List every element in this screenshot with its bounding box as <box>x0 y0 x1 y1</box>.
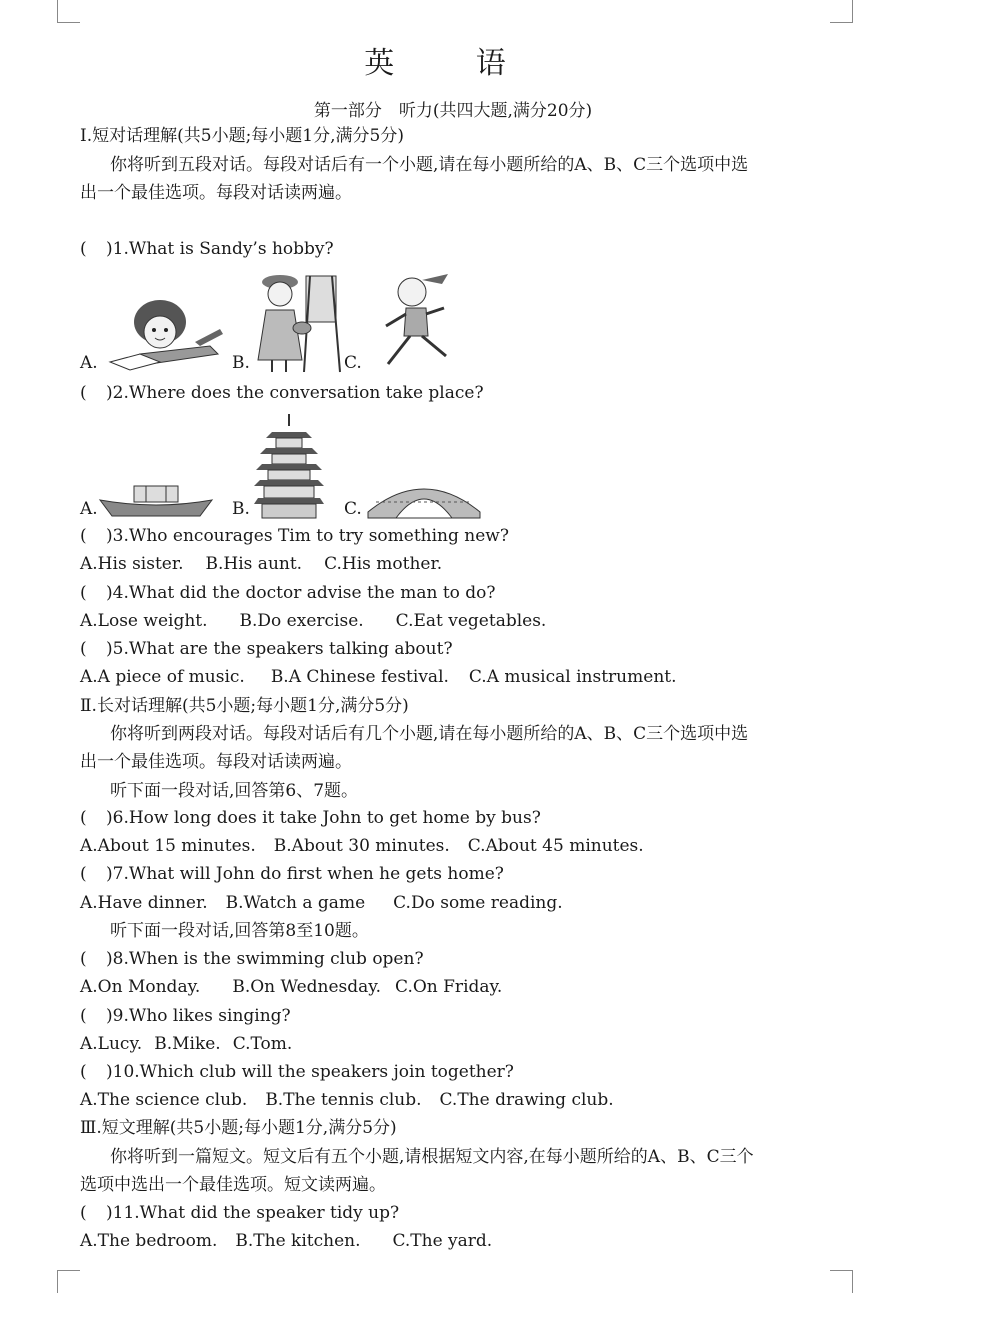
question-4 <box>80 581 496 605</box>
q9-option-c[interactable]: C.Tom. <box>232 1034 293 1054</box>
section-3-heading: Ⅲ.短文理解(共5小题;每小题1分,满分5分) <box>80 1118 397 1138</box>
q2-option-c-label: C. <box>344 499 362 519</box>
q1-option-b[interactable] <box>232 264 352 374</box>
section-1-instruction-line1: 你将听到五段对话。每段对话后有一个小题,请在每小题所给的A、B、C三个选项中选 <box>110 155 749 175</box>
answer-blank[interactable]: ( <box>80 639 87 659</box>
q5-option-b[interactable]: B.A Chinese festival. <box>270 667 449 687</box>
q11-option-a[interactable]: A.The bedroom. <box>80 1231 218 1251</box>
q10-option-a[interactable]: A.The science club. <box>80 1090 248 1110</box>
question-11-text: )11.What did the speaker tidy up? <box>106 1203 400 1223</box>
question-1-text: )1.What is Sandy’s hobby? <box>106 239 334 259</box>
q5-option-c[interactable]: C.A musical instrument. <box>468 667 677 687</box>
q6-option-a[interactable]: A.About 15 minutes. <box>80 836 256 856</box>
answer-blank[interactable]: ( <box>80 1006 87 1026</box>
section-2-instruction-line2: 出一个最佳选项。每段对话读两遍。 <box>80 752 352 772</box>
q3-option-b[interactable]: B.His aunt. <box>205 554 303 574</box>
crop-mark-top-right <box>830 0 853 23</box>
section-2-subinstruction-1: 听下面一段对话,回答第6、7题。 <box>110 781 359 801</box>
crop-mark-bottom-left <box>57 1270 80 1293</box>
answer-blank[interactable]: ( <box>80 864 87 884</box>
q2-option-a[interactable] <box>80 412 230 520</box>
q8-option-b[interactable]: B.On Wednesday. <box>232 977 382 997</box>
q2-option-c[interactable] <box>344 412 494 520</box>
girl-painting-icon <box>248 268 348 374</box>
question-6-text: )6.How long does it take John to get home by bus? <box>106 808 541 828</box>
answer-blank[interactable]: ( <box>80 1203 87 1223</box>
q10-option-c[interactable]: C.The drawing club. <box>439 1090 614 1110</box>
part-heading: 第一部分 听力(共四大题,满分20分) <box>313 101 593 121</box>
section-3-instruction-line1: 你将听到一篇短文。短文后有五个小题,请根据短文内容,在每小题所给的A、B、C三个 <box>110 1147 754 1167</box>
answer-blank[interactable]: ( <box>80 239 87 259</box>
q11-option-b[interactable]: B.The kitchen. <box>235 1231 361 1251</box>
question-8 <box>80 947 424 971</box>
question-3-text: )3.Who encourages Tim to try something new? <box>106 526 509 546</box>
q6-option-c[interactable]: C.About 45 minutes. <box>467 836 644 856</box>
answer-blank[interactable]: ( <box>80 383 87 403</box>
question-2-text: )2.Where does the conversation take place? <box>106 383 484 403</box>
answer-blank[interactable]: ( <box>80 583 87 603</box>
question-10 <box>80 1060 514 1084</box>
q9-option-b[interactable]: B.Mike. <box>154 1034 221 1054</box>
q10-option-b[interactable]: B.The tennis club. <box>265 1090 422 1110</box>
q8-option-a[interactable]: A.On Monday. <box>80 977 201 997</box>
girl-running-icon <box>366 268 466 374</box>
question-6 <box>80 806 541 830</box>
question-11-options <box>80 1229 514 1253</box>
q1-option-a-label: A. <box>80 353 98 373</box>
question-4-options <box>80 609 568 633</box>
q4-option-b[interactable]: B.Do exercise. <box>239 611 364 631</box>
q3-option-a[interactable]: A.His sister. <box>80 554 184 574</box>
page-title: 英 语 <box>364 46 542 81</box>
q5-option-a[interactable]: A.A piece of music. <box>80 667 245 687</box>
section-1-heading: Ⅰ.短对话理解(共5小题;每小题1分,满分5分) <box>80 126 404 146</box>
q4-option-a[interactable]: A.Lose weight. <box>80 611 208 631</box>
q1-option-a[interactable] <box>80 264 230 374</box>
boat-icon <box>98 480 214 520</box>
question-1-pictures <box>80 264 500 374</box>
section-2-subinstruction-2: 听下面一段对话,回答第8至10题。 <box>110 921 369 941</box>
question-10-options <box>80 1088 636 1112</box>
question-3-options <box>80 552 464 576</box>
question-4-text: )4.What did the doctor advise the man to do? <box>106 583 496 603</box>
question-7-text: )7.What will John do first when he gets home? <box>106 864 504 884</box>
answer-blank[interactable]: ( <box>80 949 87 969</box>
question-2 <box>80 381 484 405</box>
q1-option-c-label: C. <box>344 353 362 373</box>
q7-option-b[interactable]: B.Watch a game <box>225 893 366 913</box>
q2-option-b[interactable] <box>232 412 342 520</box>
answer-blank[interactable]: ( <box>80 1062 87 1082</box>
question-9-options <box>80 1032 314 1056</box>
question-1 <box>80 237 334 261</box>
q2-option-b-label: B. <box>232 499 250 519</box>
question-10-text: )10.Which club will the speakers join together? <box>106 1062 514 1082</box>
q1-option-c[interactable] <box>344 264 474 374</box>
bridge-icon <box>366 472 482 520</box>
section-1-instruction-line2: 出一个最佳选项。每段对话读两遍。 <box>80 183 352 203</box>
question-9-text: )9.Who likes singing? <box>106 1006 291 1026</box>
question-11 <box>80 1201 399 1225</box>
q11-option-c[interactable]: C.The yard. <box>392 1231 493 1251</box>
question-5-text: )5.What are the speakers talking about? <box>106 639 453 659</box>
q9-option-a[interactable]: A.Lucy. <box>80 1034 143 1054</box>
girl-reading-icon <box>100 284 230 374</box>
question-7 <box>80 862 504 886</box>
question-9 <box>80 1004 291 1028</box>
question-5-options <box>80 665 699 689</box>
answer-blank[interactable]: ( <box>80 808 87 828</box>
crop-mark-top-left <box>57 0 80 23</box>
q6-option-b[interactable]: B.About 30 minutes. <box>273 836 450 856</box>
q8-option-c[interactable]: C.On Friday. <box>395 977 503 997</box>
q7-option-c[interactable]: C.Do some reading. <box>393 893 563 913</box>
pagoda-icon <box>254 414 324 520</box>
q2-option-a-label: A. <box>80 499 98 519</box>
question-8-text: )8.When is the swimming club open? <box>106 949 424 969</box>
q1-option-b-label: B. <box>232 353 250 373</box>
section-2-instruction-line1: 你将听到两段对话。每段对话后有几个小题,请在每小题所给的A、B、C三个选项中选 <box>110 724 749 744</box>
question-5 <box>80 637 453 661</box>
question-8-options <box>80 975 524 999</box>
q7-option-a[interactable]: A.Have dinner. <box>80 893 208 913</box>
question-7-options <box>80 891 585 915</box>
answer-blank[interactable]: ( <box>80 526 87 546</box>
section-3-instruction-line2: 选项中选出一个最佳选项。短文读两遍。 <box>80 1175 386 1195</box>
q3-option-c[interactable]: C.His mother. <box>324 554 443 574</box>
question-3 <box>80 524 509 548</box>
crop-mark-bottom-right <box>830 1270 853 1293</box>
section-2-heading: Ⅱ.长对话理解(共5小题;每小题1分,满分5分) <box>80 696 409 716</box>
question-6-options <box>80 834 666 858</box>
q4-option-c[interactable]: C.Eat vegetables. <box>395 611 547 631</box>
question-2-pictures <box>80 410 500 520</box>
